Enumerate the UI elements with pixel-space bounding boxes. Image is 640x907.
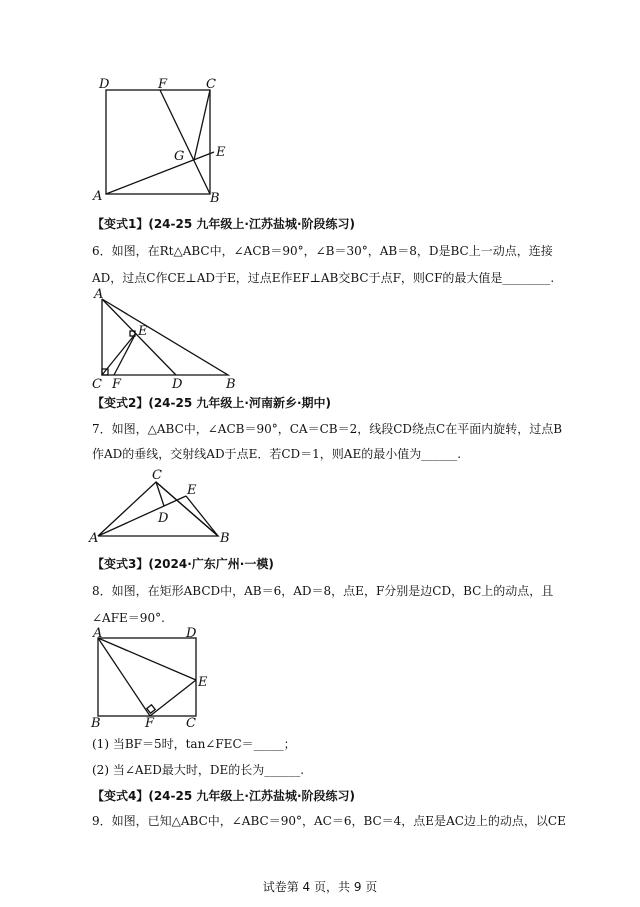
- problem-9-line-1: 9．如图，已知△ABC中，∠ABC＝90°，AC＝6，BC＝4，点E是AC边上的动点，以CE: [92, 814, 566, 828]
- label-B: B: [210, 191, 220, 206]
- label-E: E: [138, 324, 148, 339]
- label-D: D: [172, 377, 183, 392]
- label-E: E: [187, 483, 197, 498]
- problem-7-line-2: 作AD的垂线，交射线AD于点E．若CD＝1，则AE的最小值为______.: [92, 447, 462, 461]
- figure-square: [90, 74, 230, 214]
- label-A: A: [89, 531, 99, 546]
- label-A: A: [94, 287, 104, 302]
- label-C: C: [186, 716, 196, 731]
- label-A: A: [93, 189, 103, 204]
- label-D: D: [186, 626, 197, 641]
- label-E: E: [216, 145, 226, 160]
- variant-2-header: 【变式2】(24-25 九年级上·河南新乡·期中): [92, 396, 331, 410]
- label-F: F: [145, 716, 155, 731]
- label-E: E: [198, 675, 208, 690]
- label-D: D: [158, 511, 169, 526]
- figure-right-triangle: [88, 285, 248, 390]
- label-C: C: [92, 377, 102, 392]
- page-footer: 试卷第 4 页，共 9 页: [262, 880, 378, 894]
- label-D: D: [99, 77, 110, 92]
- problem-6-line-2: AD，过点C作CE⊥AD于E，过点E作EF⊥AB交BC于点F，则CF的最大值是________.: [92, 271, 555, 285]
- problem-7-line-1: 7．如图，△ABC中，∠ACB＝90°，CA＝CB＝2，线段CD绕点C在平面内旋转，过点B: [92, 422, 563, 436]
- sub-question-2: (2) 当∠AED最大时，DE的长为______.: [92, 763, 305, 777]
- label-B: B: [91, 716, 101, 731]
- sub-question-1: (1) 当BF＝5时，tan∠FEC＝_____；: [92, 737, 296, 751]
- problem-8-line-1: 8．如图，在矩形ABCD中，AB＝6，AD＝8，点E，F分别是边CD，BC上的动点，且: [92, 584, 554, 598]
- figure-rectangle: [88, 626, 218, 731]
- label-B: B: [220, 531, 230, 546]
- problem-6-line-1: 6．如图，在Rt△ABC中，∠ACB＝90°，∠B＝30°，AB＝8，D是BC上一动点，连接: [92, 244, 553, 258]
- label-G: G: [174, 149, 185, 164]
- variant-3-header: 【变式3】(2024·广东广州·一模): [92, 557, 274, 571]
- label-A: A: [93, 626, 103, 641]
- label-C: C: [152, 468, 162, 483]
- problem-8-line-2: ∠AFE＝90°.: [92, 611, 165, 625]
- variant-1-header: 【变式1】(24-25 九年级上·江苏盐城·阶段练习): [92, 217, 355, 231]
- variant-4-header: 【变式4】(24-25 九年级上·江苏盐城·阶段练习): [92, 789, 355, 803]
- label-C: C: [206, 77, 216, 92]
- label-F: F: [112, 377, 122, 392]
- label-F: F: [158, 77, 168, 92]
- figure-isosceles-triangle: [88, 466, 238, 546]
- label-B: B: [226, 377, 236, 392]
